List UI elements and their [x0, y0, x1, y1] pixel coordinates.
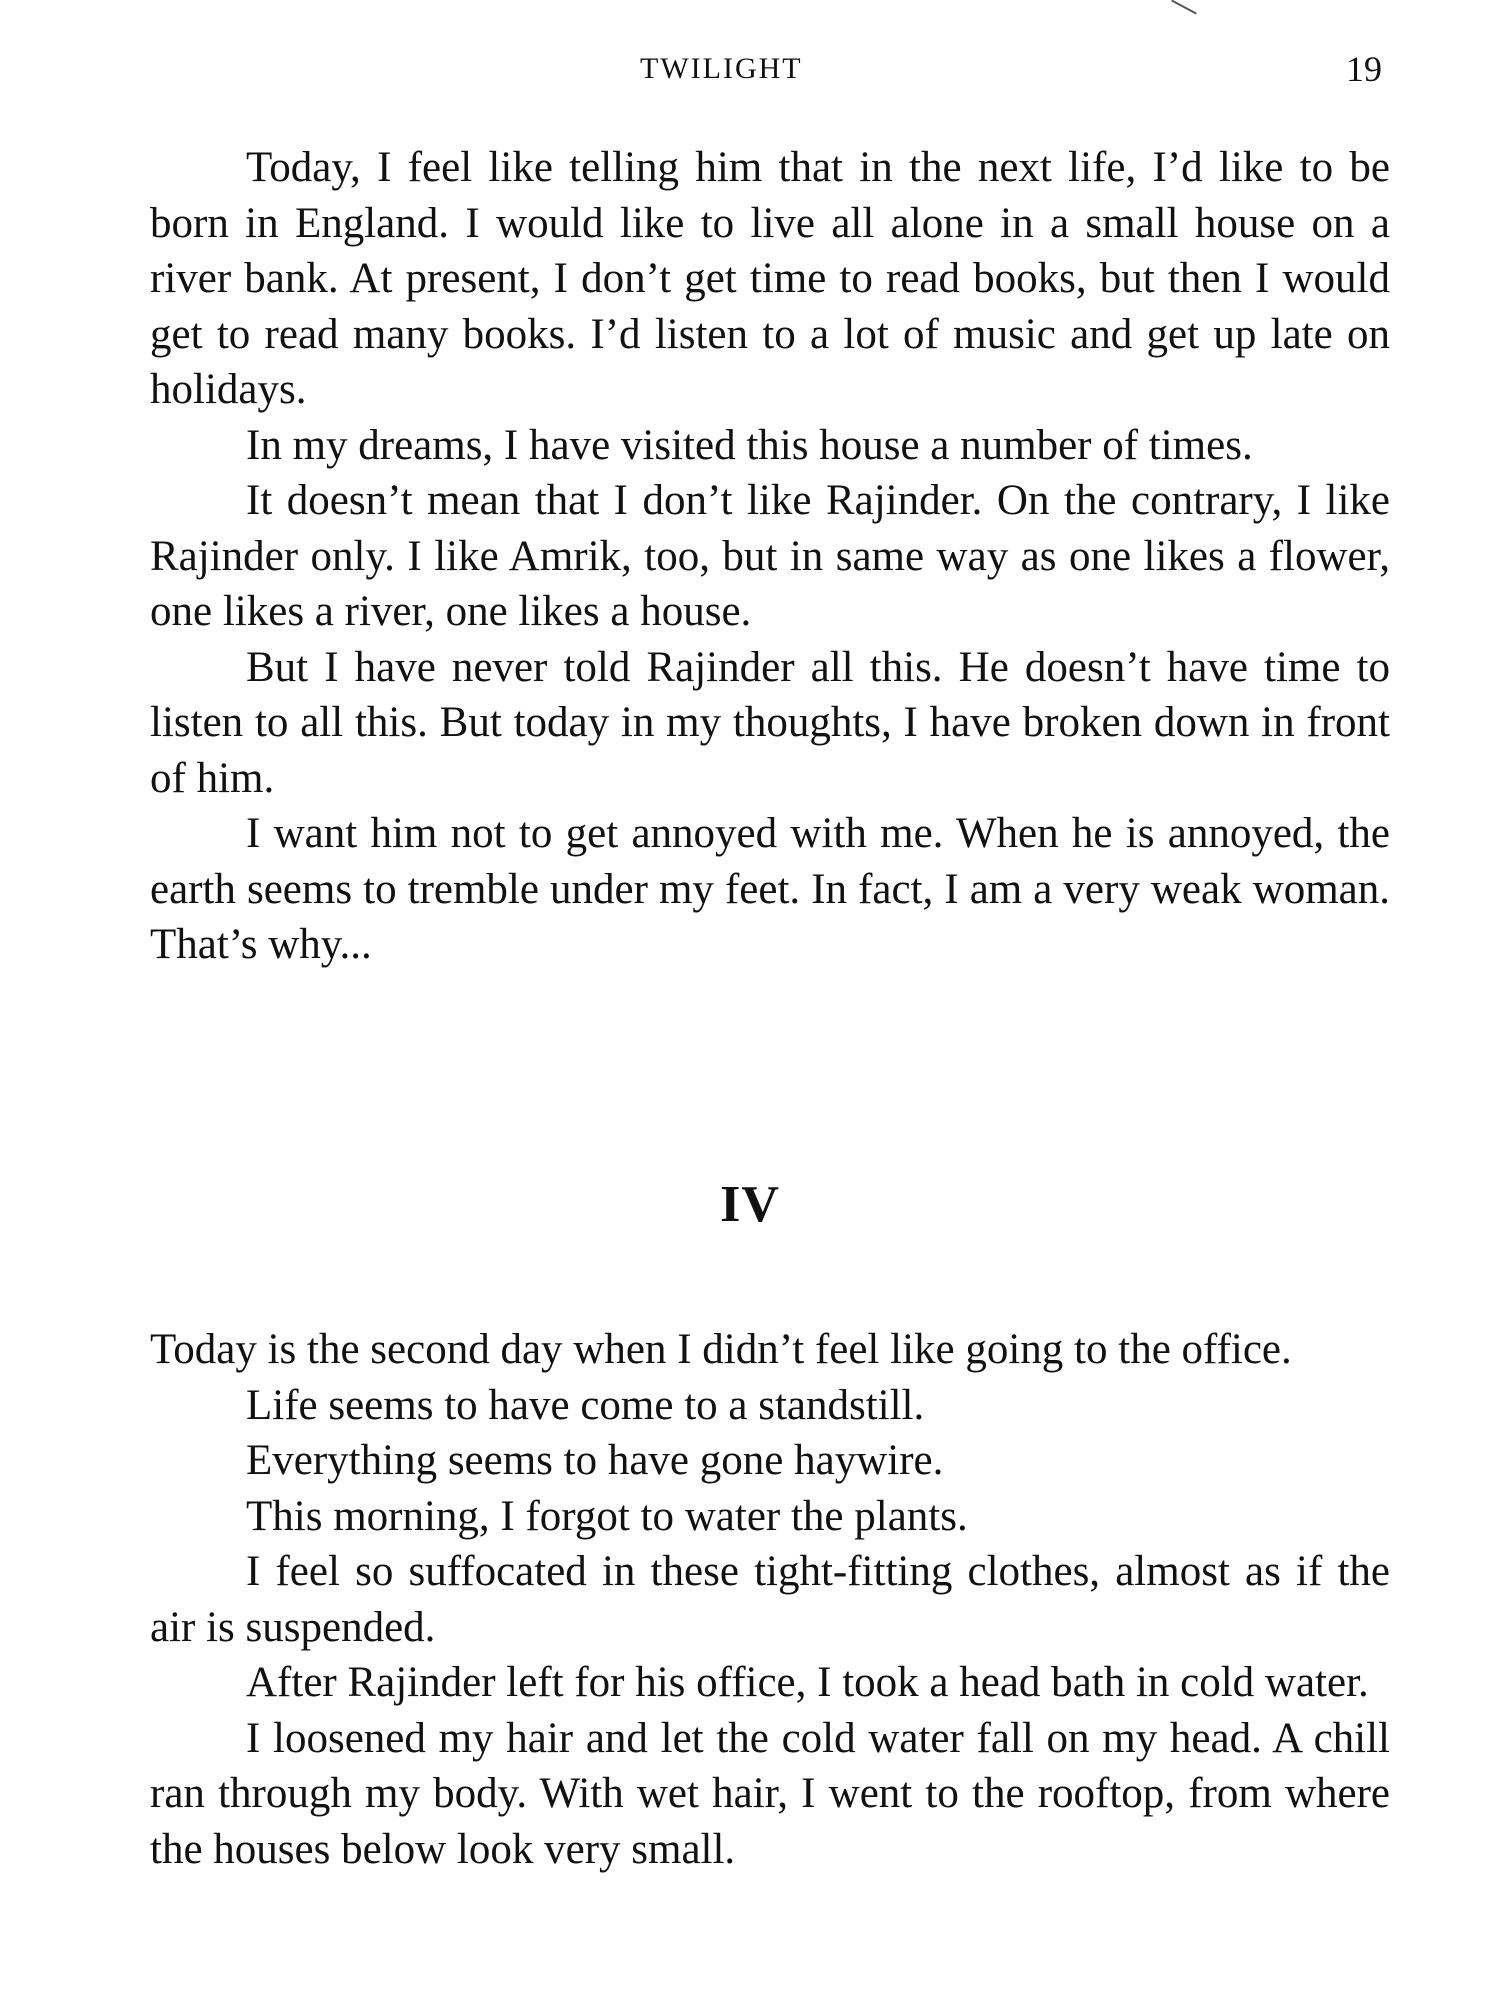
paragraph: In my dreams, I have visited this house a number of times. [246, 421, 1253, 469]
paragraph: I feel so suffocated in these tight-fitting clothes, almost as if the air is suspended. [150, 1548, 1390, 1651]
paragraph: It doesn’t mean that I don’t like Rajinder. On the contrary, I like Rajinder only. I like Amrik, too, but in same way as one likes a flower, one likes a river, one likes a house. [150, 477, 1390, 635]
section-heading: IV [720, 1176, 780, 1233]
paragraph: Life seems to have come to a standstill. [246, 1381, 925, 1429]
running-head [0, 49, 1500, 92]
scan-mark [1171, 0, 1197, 14]
paragraph: This morning, I forgot to water the plants. [246, 1492, 968, 1540]
paragraph: But I have never told Rajinder all this. He doesn’t have time to listen to all this. But today in my thoughts, I have broken down in front of him. [150, 643, 1390, 802]
paragraph: Everything seems to have gone haywire. [246, 1437, 944, 1484]
paragraph: I loosened my hair and let the cold water fall on my head. A chill ran through my body. With wet hair, I went to the rooftop, from where the houses below look very small. [150, 1714, 1390, 1873]
paragraph: After Rajinder left for his office, I took a head bath in cold water. [246, 1659, 1369, 1706]
paragraph: Today, I feel like telling him that in the next life, I’d like to be born in England. I would like to live all alone in a small house on a river bank. At present, I don’t get time to read books, but then I would get to read many books. I’d listen to a lot of music and get up late on holidays. [150, 144, 1390, 413]
paragraph: I want him not to get annoyed with me. When he is annoyed, the earth seems to tremble under my feet. In fact, I am a very weak woman. That’s why... [150, 810, 1390, 968]
page-number: 19 [1346, 49, 1382, 89]
section-one-text [150, 140, 1390, 973]
section-two-text [150, 1322, 1390, 1877]
paragraph: Today is the second day when I didn’t feel like going to the office. [150, 1326, 1292, 1373]
running-head-title: TWILIGHT [640, 52, 803, 85]
